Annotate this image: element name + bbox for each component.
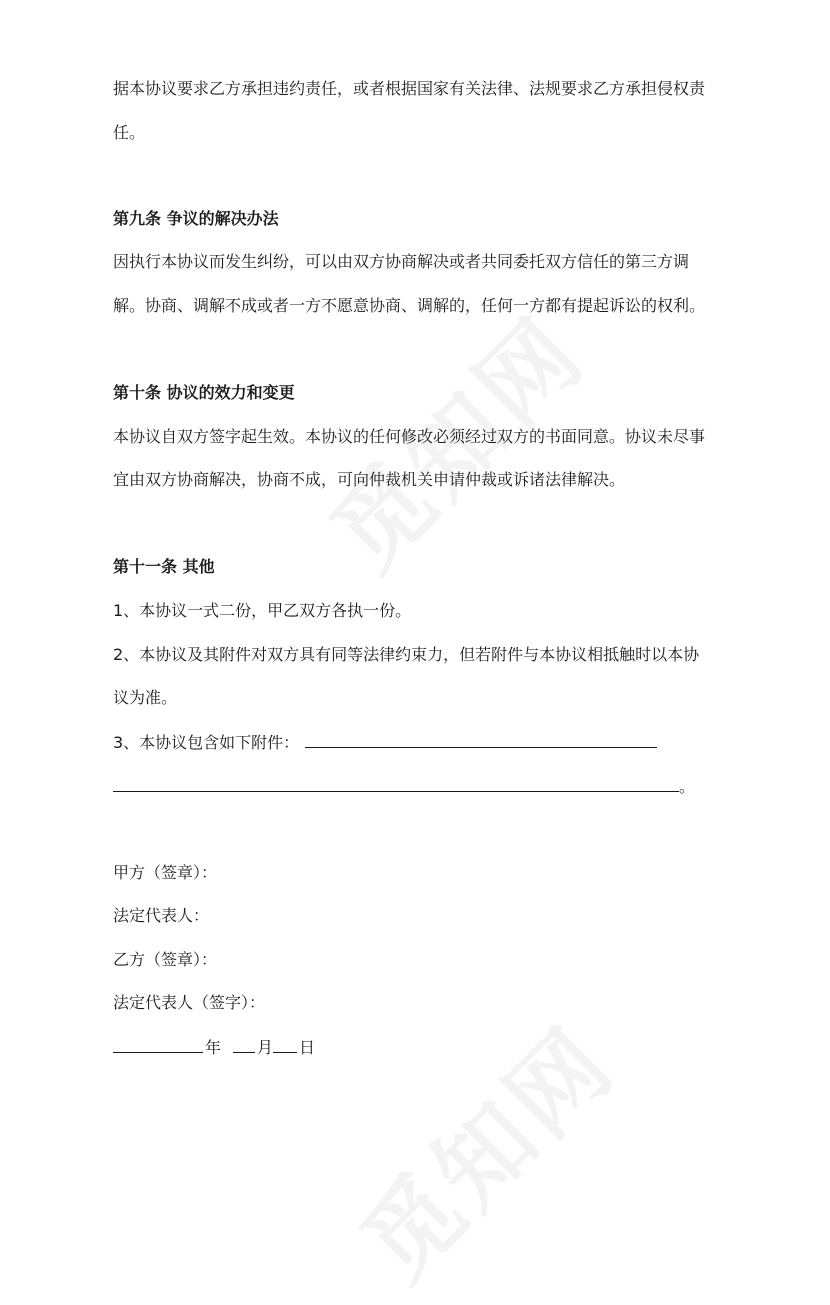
paragraph-line: 因执行本协议而发生纠纷，可以由双方协商解决或者共同委托双方信任的第三方调 xyxy=(113,252,690,271)
paragraph-line: 任。 xyxy=(113,123,146,142)
paragraph-line: 解。协商、调解不成或者一方不愿意协商、调解的，任何一方都有提起诉讼的权利。 xyxy=(113,296,706,315)
party-b-signature: 乙方（签章）： xyxy=(113,950,218,969)
date-line xyxy=(113,1036,315,1059)
paragraph-line: 据本协议要求乙方承担违约责任，或者根据国家有关法律、法规要求乙方承担侵权责 xyxy=(113,79,706,98)
month-label: 月 xyxy=(257,1038,274,1057)
day-blank[interactable] xyxy=(273,1036,297,1053)
year-blank[interactable] xyxy=(113,1036,203,1053)
paragraph-line: 宜由双方协商解决，协商不成，可向仲裁机关申请仲裁或诉诸法律解决。 xyxy=(113,470,626,489)
watermark-bottom xyxy=(326,992,639,1305)
list-item: 2、本协议及其附件对双方具有同等法律约束力，但若附件与本协议相抵触时以本协 xyxy=(113,645,700,664)
party-a-signature: 甲方（签章）： xyxy=(113,863,218,882)
section-9-title: 第九条 争议的解决办法 xyxy=(113,209,279,228)
list-item: 1、本协议一式二份，甲乙双方各执一份。 xyxy=(113,601,412,620)
attachment-blank-2[interactable] xyxy=(113,775,679,792)
attachment-end-mark: 。 xyxy=(679,777,696,796)
legal-rep-a: 法定代表人： xyxy=(113,906,210,925)
paragraph-line: 本协议自双方签字起生效。本协议的任何修改必须经过双方的书面同意。协议未尽事 xyxy=(113,427,706,446)
legal-rep-b: 法定代表人（签字）： xyxy=(113,993,266,1012)
list-item xyxy=(113,731,657,754)
section-10-title: 第十条 协议的效力和变更 xyxy=(113,383,295,402)
attachment-blank-line xyxy=(113,775,695,798)
month-blank[interactable] xyxy=(233,1036,255,1053)
section-11-title: 第十一条 其他 xyxy=(113,557,215,576)
attachment-label: 3、本协议包含如下附件： xyxy=(113,733,300,752)
year-label: 年 xyxy=(205,1038,222,1057)
attachment-blank-1[interactable] xyxy=(305,731,657,748)
day-label: 日 xyxy=(299,1038,316,1057)
list-item-continuation: 议为准。 xyxy=(113,688,178,707)
